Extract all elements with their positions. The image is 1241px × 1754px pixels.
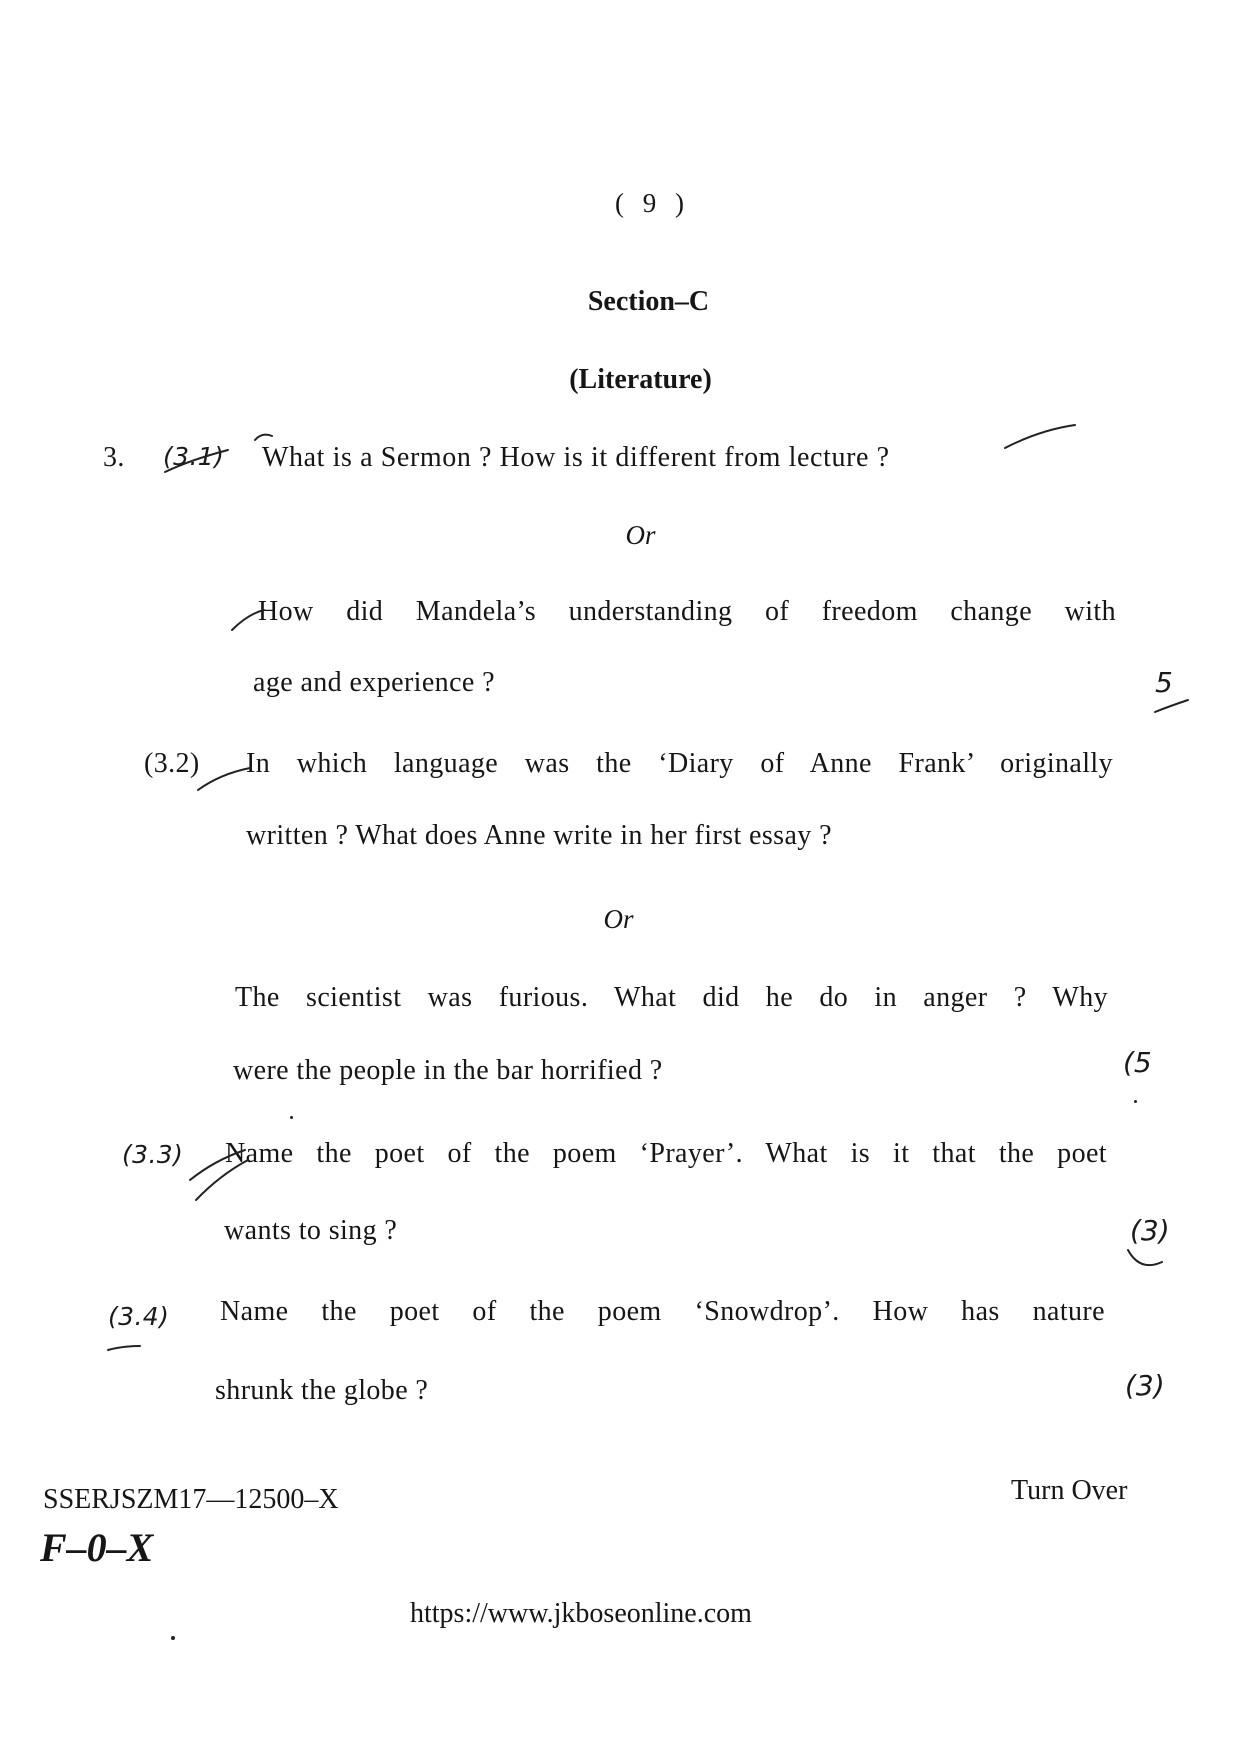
q3-4-label: (3.4) (108, 1302, 170, 1331)
section-title: Section–C (587, 286, 710, 317)
form-code: F–0–X (40, 1525, 154, 1570)
q3-1-or: Or (625, 520, 656, 550)
q3-3-marks: (3) (1130, 1214, 1170, 1247)
page-number: ( 9 ) (615, 188, 690, 218)
q3-2-line1: In which language was the ‘Diary of Anne Frank’ originally (246, 748, 1113, 779)
website-url: https://www.jkboseonline.com (410, 1598, 752, 1629)
q3-1-alt-line1: How did Mandela’s understanding of freedom change with (258, 596, 1116, 627)
q3-1-text: What is a Sermon ? How is it different from lecture ? (262, 442, 890, 473)
q3-2-line2: written ? What does Anne write in her first essay ? (246, 820, 832, 851)
question-number: 3. (103, 442, 125, 473)
q3-1-alt-line2: age and experience ? (253, 667, 495, 698)
q3-4-line1: Name the poet of the poem ‘Snowdrop’. How has nature (220, 1296, 1105, 1327)
q3-2-marks: (5 (1123, 1046, 1152, 1079)
turn-over-label: Turn Over (1011, 1475, 1128, 1506)
q3-2-or: Or (603, 904, 634, 934)
q3-1-marks: 5 (1155, 666, 1173, 699)
q3-4-marks: (3) (1125, 1369, 1165, 1402)
q3-3-label: (3.3) (122, 1140, 184, 1169)
q3-3-line2: wants to sing ? (224, 1215, 398, 1246)
q3-3-line1: Name the poet of the poem ‘Prayer’. What is it that the poet (225, 1138, 1107, 1169)
ink-dot (171, 1636, 175, 1640)
q3-2-alt-line2: were the people in the bar horrified ? (233, 1055, 663, 1086)
q3-4-line2: shrunk the globe ? (215, 1375, 429, 1406)
section-subtitle: (Literature) (569, 364, 712, 395)
ink-dot (1134, 1100, 1137, 1103)
q3-2-label: (3.2) (144, 748, 200, 779)
paper-code: SSERJSZM17—12500–X (43, 1484, 339, 1515)
q3-2-alt-line1: The scientist was furious. What did he do in anger ? Why (235, 982, 1108, 1013)
q3-1-label: (3.1) (163, 442, 225, 471)
ink-dot (290, 1116, 293, 1119)
